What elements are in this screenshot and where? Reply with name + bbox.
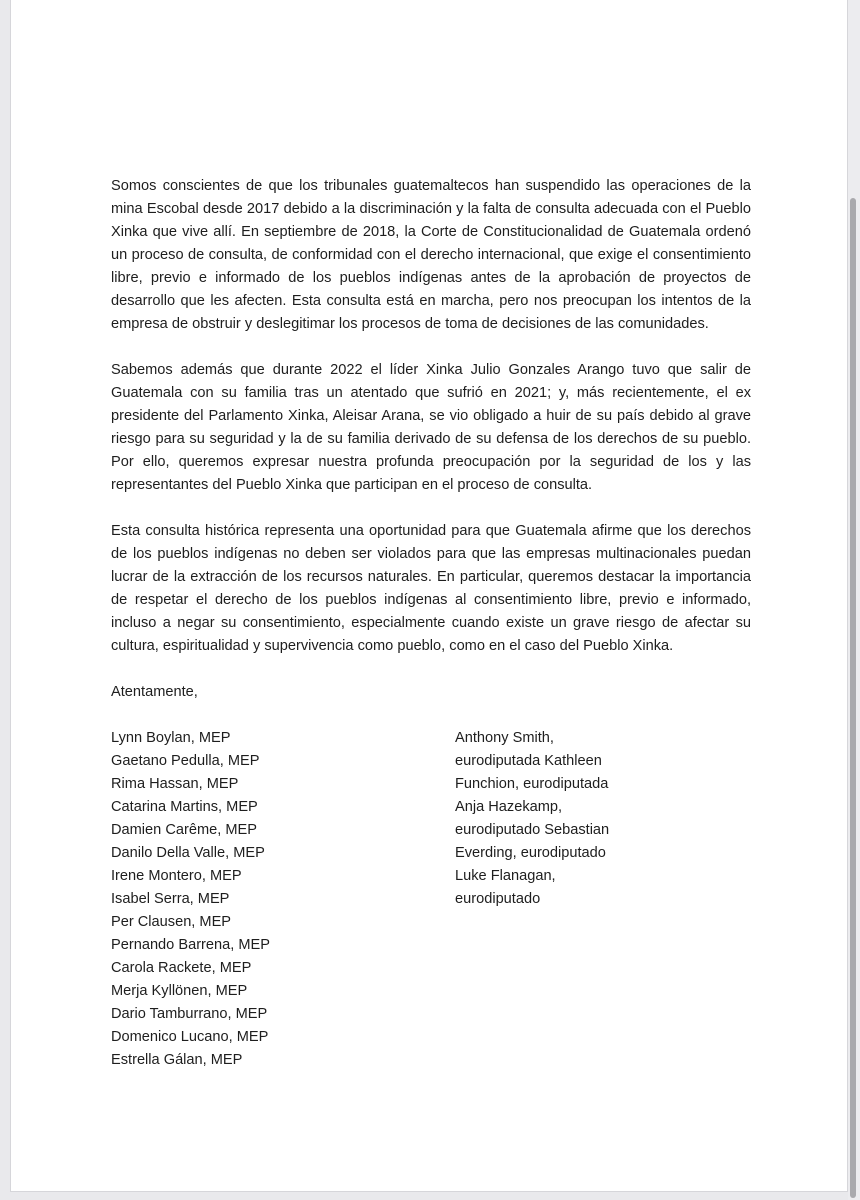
signatory-line: Everding, eurodiputado bbox=[455, 845, 606, 861]
signatories bbox=[111, 727, 751, 1087]
scrollbar-thumb[interactable] bbox=[850, 198, 856, 1198]
signatory-line: Anja Hazekamp, bbox=[455, 799, 563, 815]
paragraph-indigenous-rights: Esta consulta histórica representa una oportunidad para que Guatemala afirme que los derechos de los pueblos indígenas no deben ser violados para que las empresas multinacionales puedan lucrar de la extracción de los recursos naturales. En particular, queremos destacar la importancia de respetar el derecho de los pueblos indígenas al consentimiento libre, previo e informado, incluso a negar su consentimiento, especialmente cuando existe un grave riesgo de afectar su cultura, espiritualidad y supervivencia como pueblo, como en el caso del Pueblo Xinka. bbox=[111, 523, 751, 654]
signatory: Dario Tamburrano, MEP bbox=[111, 1006, 268, 1022]
paragraph-xinka-leaders-safety: Sabemos además que durante 2022 el líder Xinka Julio Gonzales Arango tuvo que salir de Guatemala con su familia tras un atentado que sufrió en 2021; y, más recientemente, el ex presidente del Parlamento Xinka, Aleisar Arana, se vio obligado a huir de su país debido al grave riesgo para su seguridad y la de su familia derivado de su defensa de los derechos de su pueblo. Por ello, queremos expresar nuestra profunda preocupación por la seguridad de los y las representantes del Pueblo Xinka que participan en el proceso de consulta. bbox=[111, 362, 751, 493]
signatory: Danilo Della Valle, MEP bbox=[111, 845, 265, 861]
signatory-line: eurodiputado Sebastian bbox=[455, 822, 610, 838]
signatories-right-column bbox=[455, 727, 655, 911]
signatory: Irene Montero, MEP bbox=[111, 868, 242, 884]
signatory: Estrella Gálan, MEP bbox=[111, 1052, 243, 1068]
signatory: Gaetano Pedulla, MEP bbox=[111, 753, 260, 769]
signatory: Pernando Barrena, MEP bbox=[111, 937, 270, 953]
signatory: Rima Hassan, MEP bbox=[111, 776, 239, 792]
signatory: Lynn Boylan, MEP bbox=[111, 730, 231, 746]
signatory-line: Funchion, eurodiputada bbox=[455, 776, 609, 792]
signatory: Catarina Martins, MEP bbox=[111, 799, 258, 815]
signatory: Domenico Lucano, MEP bbox=[111, 1029, 269, 1045]
signatory-line: eurodiputada Kathleen bbox=[455, 753, 602, 769]
signatory: Isabel Serra, MEP bbox=[111, 891, 230, 907]
signatory: Damien Carême, MEP bbox=[111, 822, 257, 838]
signatory-line: Luke Flanagan, bbox=[455, 868, 556, 884]
signatory: Carola Rackete, MEP bbox=[111, 960, 252, 976]
signatory-line: eurodiputado bbox=[455, 891, 541, 907]
letter-body bbox=[111, 175, 751, 1087]
closing-salutation: Atentamente, bbox=[111, 684, 198, 700]
signatory: Merja Kyllönen, MEP bbox=[111, 983, 248, 999]
document-page bbox=[10, 0, 848, 1192]
signatory-line: Anthony Smith, bbox=[455, 730, 554, 746]
paragraph-escobal-consultation: Somos conscientes de que los tribunales guatemaltecos han suspendido las operaciones de la mina Escobal desde 2017 debido a la discriminación y la falta de consulta adecuada con el Pueblo Xinka que vive allí. En septiembre de 2018, la Corte de Constitucionalidad de Guatemala ordenó un proceso de consulta, de conformidad con el derecho internacional, que exige el consentimiento libre, previo e informado de los pueblos indígenas antes de la aprobación de proyectos de desarrollo que les afecten. Esta consulta está en marcha, pero nos preocupan los intentos de la empresa de obstruir y deslegitimar los procesos de toma de decisiones de las comunidades. bbox=[111, 178, 751, 332]
signatories-left-column bbox=[111, 727, 431, 1072]
signatory: Per Clausen, MEP bbox=[111, 914, 232, 930]
